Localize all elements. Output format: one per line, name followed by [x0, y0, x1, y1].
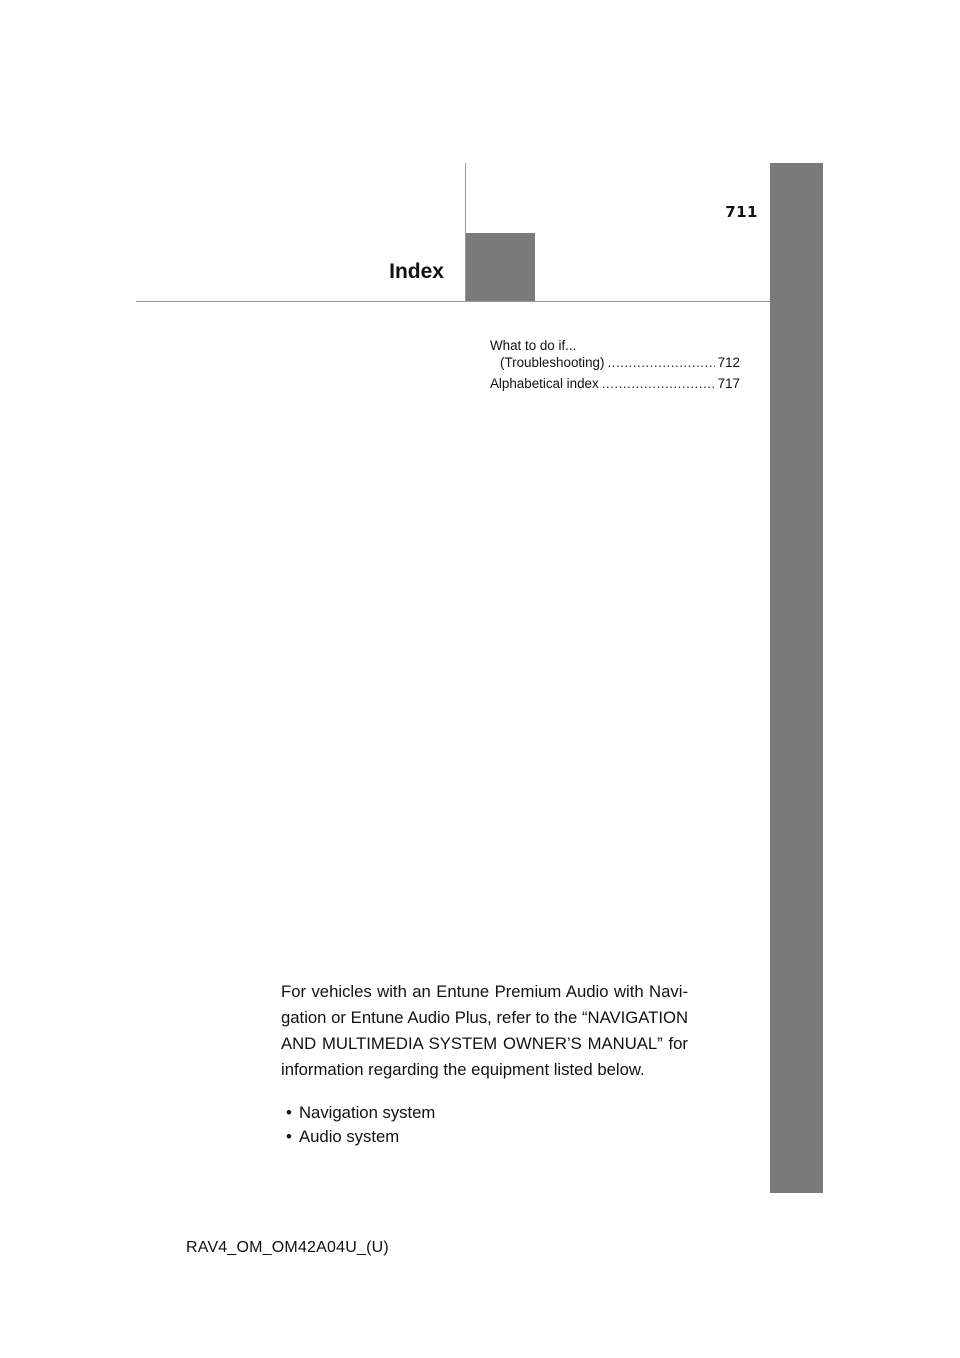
toc-entry-page: 717 [717, 376, 740, 391]
document-code: RAV4_OM_OM42A04U_(U) [186, 1239, 389, 1256]
table-of-contents [490, 337, 740, 396]
list-item-label: Audio system [299, 1127, 400, 1146]
toc-entry-title: What to do if... [490, 338, 577, 353]
toc-entry-troubleshooting[interactable] [490, 337, 740, 371]
section-marker-block [466, 233, 535, 301]
page-number: 711 [725, 203, 758, 221]
equipment-list [286, 1101, 586, 1149]
toc-leader-dots [607, 354, 714, 371]
header-vertical-rule [465, 163, 466, 301]
toc-entry-page: 712 [717, 355, 740, 370]
navigation-manual-note: For vehicles with an Entune Premium Audio with Navigation or Entune Audio Plus, refer to the “NAVIGATION AND MULTIMEDIA SYSTEM OWNER’S MANUAL” for information regarding the equipment listed below. [281, 982, 688, 1079]
list-item [286, 1101, 586, 1125]
list-item [286, 1125, 586, 1149]
bullet-icon: • [286, 1103, 292, 1122]
bullet-icon: • [286, 1127, 292, 1146]
toc-leader-dots [602, 375, 715, 392]
header-horizontal-rule [136, 301, 770, 302]
list-item-label: Navigation system [299, 1103, 436, 1122]
side-thumb-tab [770, 163, 823, 1193]
toc-entry-subtitle: (Troubleshooting) [500, 355, 605, 370]
toc-entry-alphabetical-index[interactable] [490, 375, 740, 392]
toc-entry-title: Alphabetical index [490, 376, 599, 391]
section-title: Index [389, 260, 444, 283]
